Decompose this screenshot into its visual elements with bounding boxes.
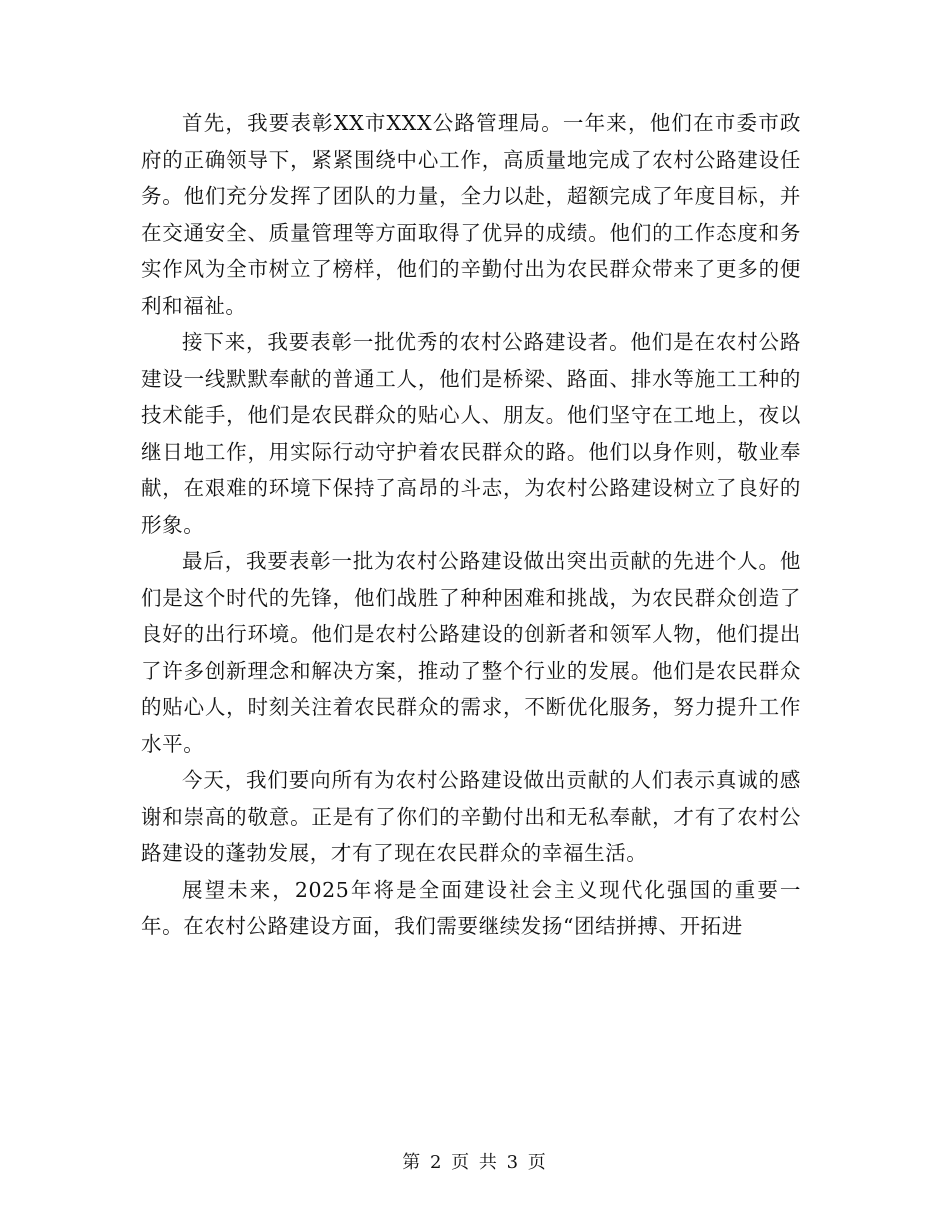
paragraph-thanks: 今天，我们要向所有为农村公路建设做出贡献的人们表示真诚的感谢和崇高的敬意。正是有了你们的辛勤付出和无私奉献，才有了农村公路建设的蓬勃发展，才有了现在农民群众的幸福生活。 (141, 768, 801, 865)
paragraph-commend-builders: 接下来，我要表彰一批优秀的农村公路建设者。他们是在农村公路建设一线默默奉献的普通工人，他们是桥梁、路面、排水等施工工种的技术能手，他们是农民群众的贴心人、朋友。他们坚守在工地上，夜以继日地工作，用实际行动守护着农民群众的路。他们以身作则，敬业奉献，在艰难的环境下保持了高昂的斗志，为农村公路建设树立了良好的形象。 (141, 330, 801, 537)
document-body (141, 105, 801, 945)
page-number-footer: 第 2 页 共 3 页 (402, 1152, 548, 1173)
paragraph-commend-individuals: 最后，我要表彰一批为农村公路建设做出突出贡献的先进个人。他们是这个时代的先锋，他们战胜了种种困难和挑战，为农民群众创造了良好的出行环境。他们是农村公路建设的创新者和领军人物，他们提出了许多创新理念和解决方案，推动了整个行业的发展。他们是农民群众的贴心人，时刻关注着农民群众的需求，不断优化服务，努力提升工作水平。 (141, 549, 801, 756)
paragraph-outlook: 展望未来，2025年将是全面建设社会主义现代化强国的重要一年。在农村公路建设方面，我们需要继续发扬“团结拼搏、开拓进 (141, 877, 801, 938)
paragraph-commend-bureau: 首先，我要表彰XX市XXX公路管理局。一年来，他们在市委市政府的正确领导下，紧紧围绕中心工作，高质量地完成了农村公路建设任务。他们充分发挥了团队的力量，全力以赴，超额完成了年度目标，并在交通安全、质量管理等方面取得了优异的成绩。他们的工作态度和务实作风为全市树立了榜样，他们的辛勤付出为农民群众带来了更多的便利和福祉。 (141, 111, 801, 318)
